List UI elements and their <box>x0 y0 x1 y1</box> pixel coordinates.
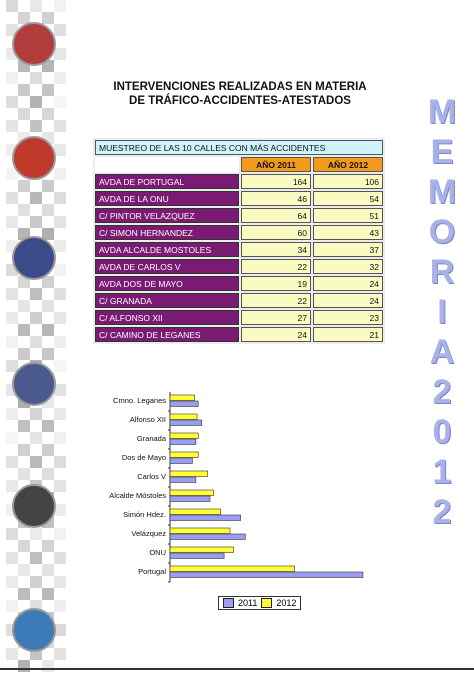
value-2012-cell: 23 <box>313 310 383 325</box>
decorative-left-strip <box>0 0 80 674</box>
table-row <box>95 174 383 189</box>
legend-label-2011: 2011 <box>238 598 258 608</box>
value-2011-cell: 164 <box>241 174 311 189</box>
category-tick-label: Portugal <box>138 567 166 576</box>
value-2012-cell: 106 <box>313 174 383 189</box>
value-2012-cell: 21 <box>313 327 383 342</box>
street-cell: C/ ALFONSO XII <box>95 310 239 325</box>
legend-swatch-2012 <box>261 598 272 608</box>
value-2011-cell: 64 <box>241 208 311 223</box>
table-row <box>95 259 383 274</box>
title-line-2: DE TRÁFICO-ACCIDENTES-ATESTADOS <box>129 95 351 107</box>
table-row <box>95 310 383 325</box>
column-header-2011: AÑO 2011 <box>241 157 311 172</box>
category-tick-label: Granada <box>136 434 166 443</box>
value-2012-cell: 51 <box>313 208 383 223</box>
side-title-letter: 0 <box>432 413 452 451</box>
street-cell: AVDA DE CARLOS V <box>95 259 239 274</box>
bar-2011-9 <box>170 572 363 578</box>
bar-2011-5 <box>170 496 210 502</box>
chart-legend <box>218 596 301 610</box>
bar-2011-3 <box>170 458 192 464</box>
side-title-letter: 2 <box>432 493 452 531</box>
side-title-letter: 2 <box>432 373 452 411</box>
category-tick-label: Dos de Mayo <box>121 453 166 462</box>
bar-2012-3 <box>170 452 198 458</box>
bar-2012-0 <box>170 395 195 401</box>
table-row <box>95 191 383 206</box>
value-2012-cell: 32 <box>313 259 383 274</box>
accidents-bar-chart <box>92 388 382 588</box>
bar-2011-2 <box>170 439 196 445</box>
table-caption: MUESTREO DE LAS 10 CALLES CON MÁS ACCIDENTES <box>95 140 383 155</box>
street-cell: C/ PINTOR VELAZQUEZ <box>95 208 239 223</box>
title-line-1: INTERVENCIONES REALIZADAS EN MATERIA <box>113 81 367 93</box>
bar-2012-2 <box>170 433 198 439</box>
table-row <box>95 242 383 257</box>
memoria-side-title <box>420 92 464 532</box>
value-2012-cell: 24 <box>313 276 383 291</box>
bar-2012-6 <box>170 509 221 515</box>
side-title-letter: M <box>427 93 457 131</box>
category-tick-label: Simón Hdez. <box>123 510 166 519</box>
value-2011-cell: 22 <box>241 293 311 308</box>
value-2012-cell: 43 <box>313 225 383 240</box>
bar-2012-9 <box>170 566 295 572</box>
bar-2011-4 <box>170 477 196 483</box>
bottom-rule <box>0 668 474 670</box>
table-corner <box>95 157 239 172</box>
canine-unit-emblem-icon <box>12 484 56 528</box>
category-tick-label: Carlos V <box>137 472 166 481</box>
street-cell: C/ GRANADA <box>95 293 239 308</box>
bar-2011-8 <box>170 553 224 559</box>
table-row <box>95 276 383 291</box>
side-title-letter: E <box>430 133 454 171</box>
side-title-letter: O <box>428 213 456 251</box>
street-cell: AVDA DE PORTUGAL <box>95 174 239 189</box>
bar-2011-1 <box>170 420 202 426</box>
value-2011-cell: 60 <box>241 225 311 240</box>
table-row <box>95 225 383 240</box>
streets-table <box>93 138 385 344</box>
value-2011-cell: 27 <box>241 310 311 325</box>
bar-2012-7 <box>170 528 230 534</box>
bar-2011-7 <box>170 534 245 540</box>
side-title-letter: A <box>429 333 455 371</box>
side-title-letter: I <box>437 293 447 331</box>
value-2011-cell: 46 <box>241 191 311 206</box>
value-2011-cell: 22 <box>241 259 311 274</box>
police-emblem-icon <box>12 22 56 66</box>
side-title-letter: R <box>429 253 455 291</box>
uot-emblem-icon <box>12 362 56 406</box>
category-tick-label: Alfonso XII <box>129 415 166 424</box>
street-cell: AVDA ALCALDE MOSTOLES <box>95 242 239 257</box>
bar-2012-1 <box>170 414 197 420</box>
street-cell: AVDA DOS DE MAYO <box>95 276 239 291</box>
table-row <box>95 208 383 223</box>
value-2011-cell: 34 <box>241 242 311 257</box>
category-tick-label: Alcalde Móstoles <box>109 491 166 500</box>
bar-2012-4 <box>170 471 208 477</box>
category-tick-label: Velázquez <box>131 529 166 538</box>
value-2011-cell: 24 <box>241 327 311 342</box>
table-row <box>95 293 383 308</box>
category-tick-label: Cmno. Leganes <box>113 396 166 405</box>
side-title-letter: 1 <box>432 453 452 491</box>
bar-2012-8 <box>170 547 234 553</box>
value-2012-cell: 24 <box>313 293 383 308</box>
ata-emblem-icon <box>12 236 56 280</box>
checkered-pattern <box>0 0 80 674</box>
legend-swatch-2011 <box>223 598 234 608</box>
bar-2011-6 <box>170 515 241 521</box>
bar-2012-5 <box>170 490 214 496</box>
page-title <box>100 80 380 108</box>
category-tick-label: ONU <box>149 548 166 557</box>
column-header-2012: AÑO 2012 <box>313 157 383 172</box>
side-title-letter: M <box>427 173 457 211</box>
upma-emblem-icon <box>12 608 56 652</box>
value-2012-cell: 37 <box>313 242 383 257</box>
street-cell: C/ SIMON HERNANDEZ <box>95 225 239 240</box>
barrio-police-emblem-icon <box>12 136 56 180</box>
table-row <box>95 327 383 342</box>
bar-2011-0 <box>170 401 198 407</box>
value-2011-cell: 19 <box>241 276 311 291</box>
street-cell: AVDA DE LA ONU <box>95 191 239 206</box>
street-cell: C/ CAMINO DE LEGANES <box>95 327 239 342</box>
legend-label-2012: 2012 <box>276 598 297 608</box>
value-2012-cell: 54 <box>313 191 383 206</box>
